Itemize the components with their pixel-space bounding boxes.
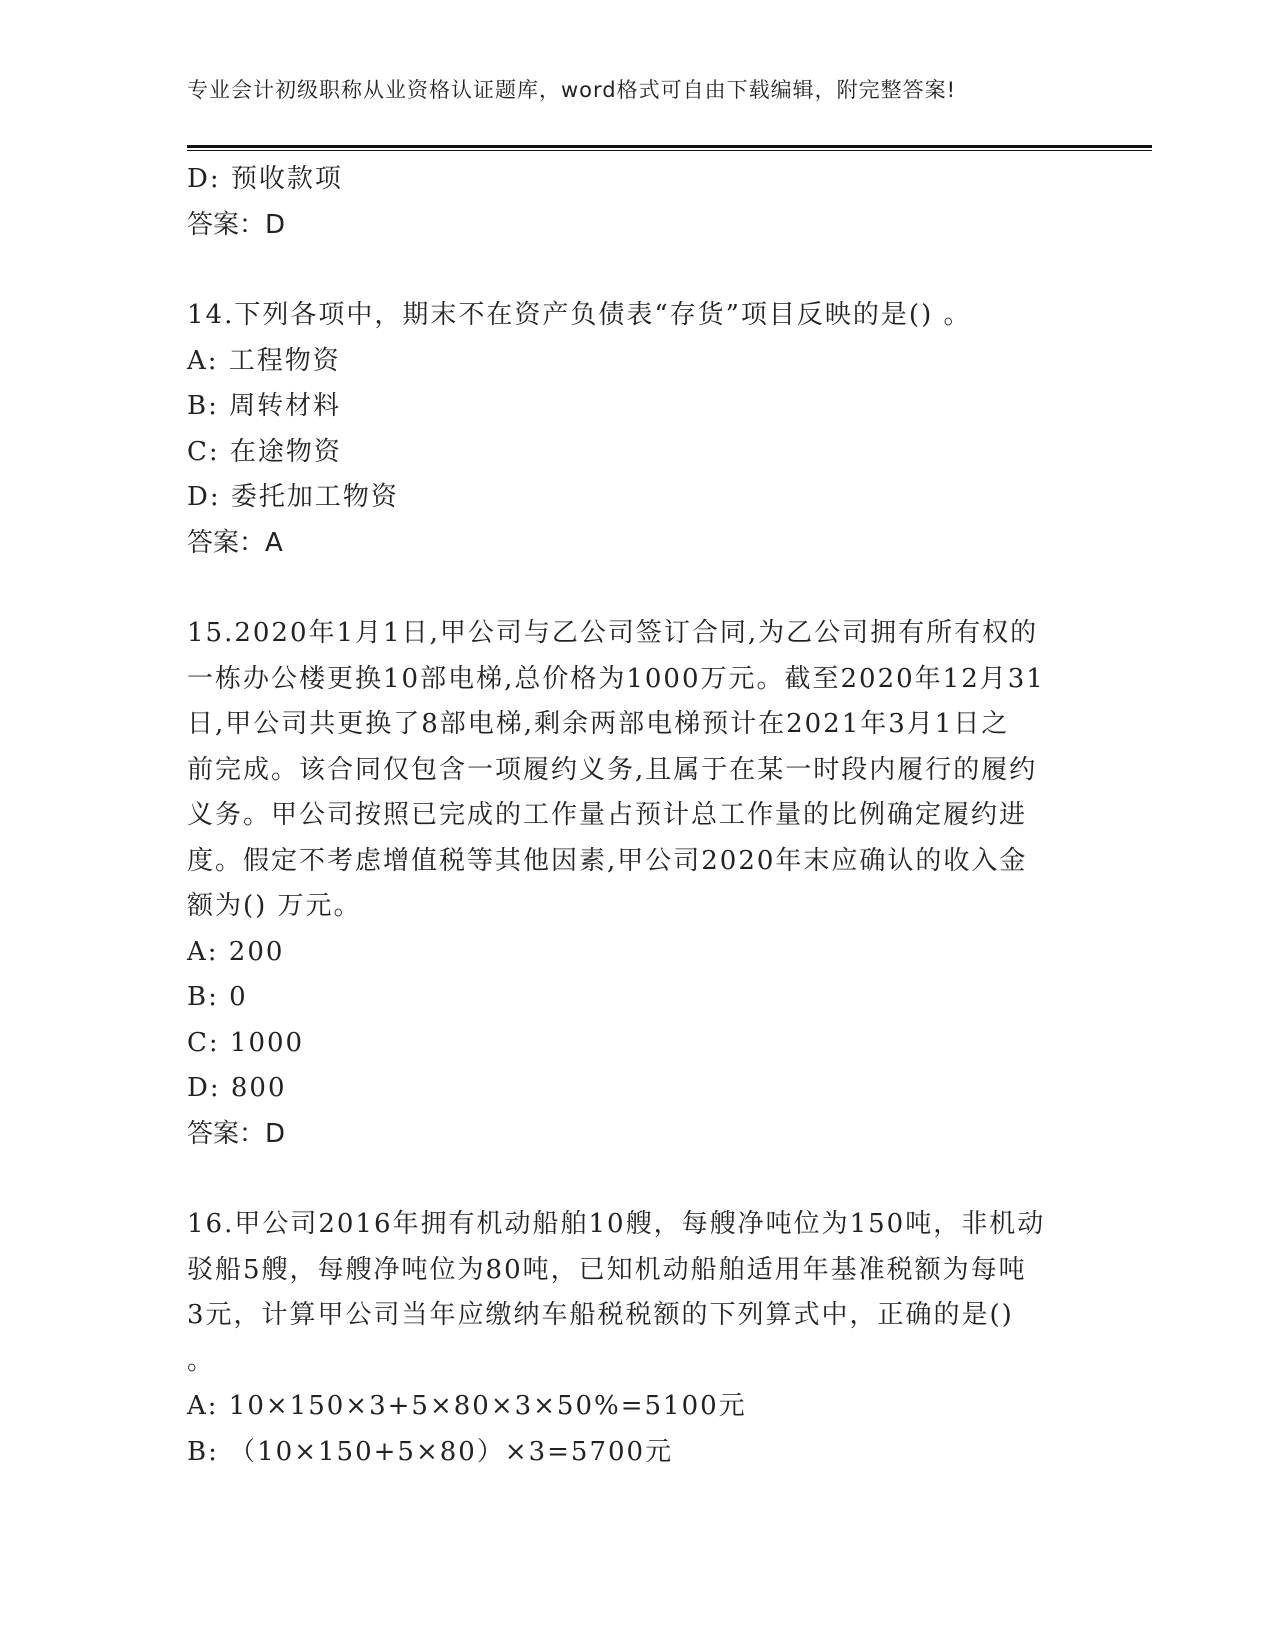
option-b: B: 0: [187, 982, 248, 1012]
question-stem-line: 驳船5艘，每艘净吨位为80吨，已知机动船舶适用年基准税额为每吨: [187, 1254, 1027, 1285]
answer-line: 答案：D: [187, 209, 286, 240]
document-body: [187, 157, 1087, 1475]
answer-line: 答案：A: [187, 527, 283, 558]
page-header: 专业会计初级职称从业资格认证题库，word格式可自由下载编辑，附完整答案!: [187, 78, 957, 102]
question-stem-line: 16.甲公司2016年拥有机动船舶10艘，每艘净吨位为150吨，非机动: [187, 1209, 1046, 1239]
answer-line: 答案：D: [187, 1118, 286, 1149]
option-b: B: 周转材料: [187, 391, 342, 421]
option-d: D: 预收款项: [187, 164, 343, 194]
question-15: [187, 611, 1087, 1157]
option-c: C: 在途物资: [187, 436, 342, 467]
question-stem-line: 前完成。该合同仅包含一项履约义务,且属于在某一时段内履行的履约: [187, 754, 1038, 785]
header-rule-thick: [187, 145, 1152, 148]
header-rule-thin: [187, 150, 1152, 151]
option-d: D: 800: [187, 1073, 287, 1103]
previous-question-tail: [187, 157, 1087, 248]
question-stem: 14.下列各项中，期末不在资产负债表“存货”项目反映的是() 。: [187, 300, 972, 330]
question-stem-line: 3元，计算甲公司当年应缴纳车船税税额的下列算式中，正确的是(): [187, 1300, 1014, 1330]
question-stem-line: 。: [187, 1345, 216, 1376]
question-16: [187, 1202, 1087, 1475]
option-b: B: （10×150+5×80）×3=5700元: [187, 1436, 674, 1467]
question-stem-line: 日,甲公司共更换了8部电梯,剩余两部电梯预计在2021年3月1日之: [187, 709, 1010, 739]
question-stem-line: 度。假定不考虑增值税等其他因素,甲公司2020年末应确认的收入金: [187, 845, 1028, 876]
question-stem-line: 15.2020年1月1日,甲公司与乙公司签订合同,为乙公司拥有所有权的: [187, 618, 1039, 648]
question-stem-line: 额为() 万元。: [187, 891, 362, 921]
question-14: [187, 293, 1087, 566]
option-a: A: 200: [187, 936, 285, 967]
option-c: C: 1000: [187, 1027, 305, 1058]
question-stem-line: 一栋办公楼更换10部电梯,总价格为1000万元。截至2020年12月31: [187, 663, 1045, 694]
option-a: A: 工程物资: [187, 345, 341, 376]
question-stem-line: 义务。甲公司按照已完成的工作量占预计总工作量的比例确定履约进: [187, 800, 1028, 830]
option-d: D: 委托加工物资: [187, 482, 399, 512]
option-a: A: 10×150×3+5×80×3×50%=5100元: [187, 1391, 747, 1421]
